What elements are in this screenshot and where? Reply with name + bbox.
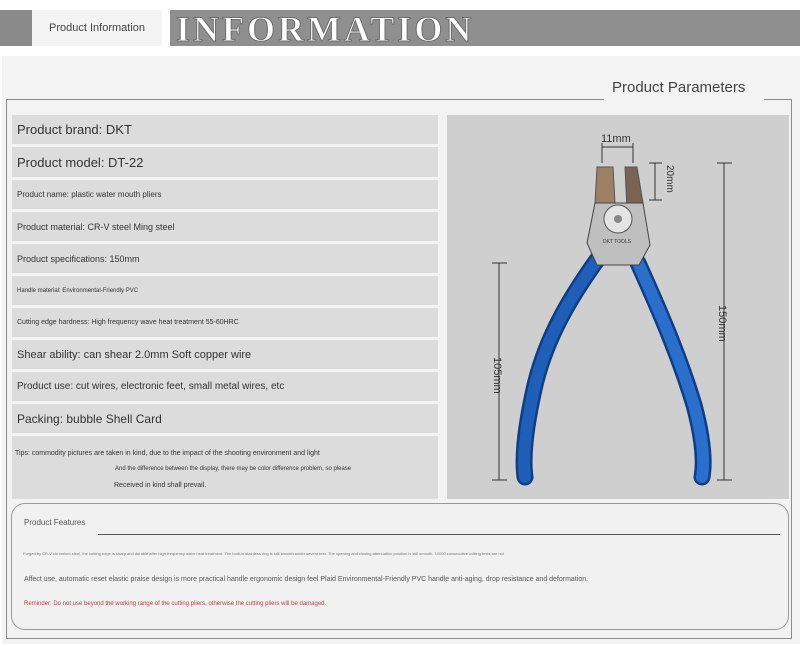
features-line-1: Forged by CR-V chromium steel, the cutting edge is sharp and durable after high-frequency wave heat treatment. The built-in stainless ring is still smooth under severe test. The opening and closing attenuation position is still smooth. 10000 consecutive cutting tests are not bbox=[23, 551, 505, 556]
label-105mm: 105mm bbox=[491, 357, 503, 394]
features-title: Product Features bbox=[24, 518, 86, 527]
dimension-width bbox=[601, 133, 633, 163]
engraving: DKT TOOLS bbox=[603, 239, 632, 245]
features-reminder: Reminder: Do not use beyond the working range of the cutting pliers, otherwise the cutting pliers will be damaged. bbox=[24, 601, 327, 607]
tips-box bbox=[12, 436, 438, 499]
param-material: Product material: CR-V steel Ming steel bbox=[12, 212, 438, 241]
label-11mm: 11mm bbox=[601, 133, 631, 145]
product-photo bbox=[447, 115, 789, 499]
param-brand: Product brand: DKT bbox=[12, 115, 438, 144]
label-20mm: 20mm bbox=[664, 165, 675, 193]
param-handle-material: Handle material: Environmental-Friendly PVC bbox=[12, 276, 438, 305]
header-tab-block bbox=[0, 10, 162, 46]
tips-line-2: And the difference between the display, there may be color difference problem, so please bbox=[115, 466, 352, 472]
features-divider bbox=[98, 534, 780, 535]
param-hardness: Cutting edge hardness: High frequency wave heat treatment 55-60HRC bbox=[12, 308, 438, 337]
param-shear-ability: Shear ability: can shear 2.0mm Soft copper wire bbox=[12, 340, 438, 369]
banner-title: INFORMATION bbox=[176, 9, 475, 49]
tips-line-3: Received in kind shall prevail. bbox=[114, 482, 207, 489]
dimension-total-length bbox=[716, 163, 732, 480]
dimension-jaw-length bbox=[649, 163, 675, 200]
label-150mm: 150mm bbox=[716, 305, 728, 342]
header-banner bbox=[170, 9, 800, 49]
features-line-2: Affect use, automatic reset elastic praise design is more practical handle ergonomic design feel Plaid Environmental-Friendly PVC handle anti-aging, drop resistance and deformation. bbox=[24, 576, 589, 583]
param-use: Product use: cut wires, electronic feet, small metal wires, etc bbox=[12, 372, 438, 401]
dimension-handle-length bbox=[491, 263, 507, 480]
param-model: Product model: DT-22 bbox=[12, 147, 438, 177]
pliers-head bbox=[587, 167, 650, 265]
param-packing: Packing: bubble Shell Card bbox=[12, 404, 438, 433]
tips-line-1: Tips: commodity pictures are taken in kind, due to the impact of the shooting environment and light bbox=[15, 450, 320, 457]
param-name: Product name: plastic water mouth pliers bbox=[12, 180, 438, 209]
pliers-illustration bbox=[447, 115, 789, 499]
features-box bbox=[11, 503, 789, 630]
pliers-handles bbox=[524, 260, 703, 477]
param-specifications: Product specifications: 150mm bbox=[12, 244, 438, 273]
header-tab-label: Product Information bbox=[32, 10, 162, 46]
parameters-title: Product Parameters bbox=[604, 76, 764, 106]
